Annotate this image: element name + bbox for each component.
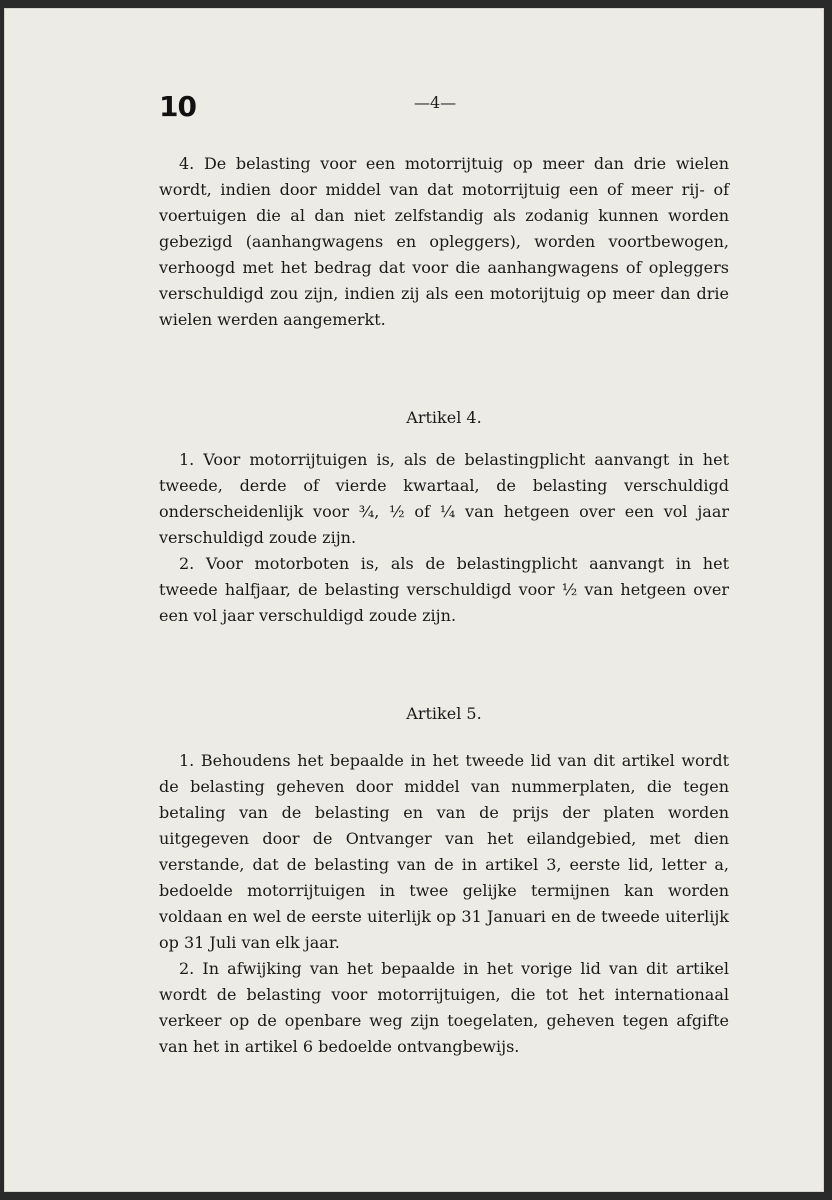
artikel-5-heading: Artikel 5.: [406, 704, 482, 723]
page-marker: 10: [159, 90, 196, 123]
intro-section: [159, 151, 729, 333]
artikel-5-paragraph-2: 2. In afwijking van het bepaalde in het vorige lid van dit artikel wordt de belasting voor motorrijtuigen, die tot het internationaal verkeer op de openbare weg zijn toegelaten, geheven tegen afgifte van het in artikel 6 bedoelde ontvangbewijs.: [159, 959, 729, 1056]
paragraph-4: 4. De belasting voor een motorrijtuig op meer dan drie wielen wordt, indien door middel van dat motorrijtuig een of meer rij- of voertuigen die al dan niet zelfstandig als zodanig kunnen worden gebezigd (aanhangwagens en opleggers), worden voortbewogen, verhoogd met het bedrag dat voor die aanhangwagens of opleggers verschuldigd zou zijn, indien zij als een motorijtuig op meer dan drie wielen werden aangemerkt.: [159, 154, 729, 329]
page-header: [159, 90, 759, 130]
document-page: [4, 8, 824, 1192]
artikel-4-paragraph-1: 1. Voor motorrijtuigen is, als de belastingplicht aanvangt in het tweede, derde of vierde kwartaal, de belasting verschuldigd onderscheidenlijk voor ¾, ½ of ¼ van hetgeen over een vol jaar verschuldigd zoude zijn.: [159, 450, 729, 547]
artikel-5-paragraph-1: 1. Behoudens het bepaalde in het tweede lid van dit artikel wordt de belasting geheven door middel van nummerplaten, die tegen betaling van de belasting en van de prijs der platen worden uitgegeven door de Ontvanger van het eilandgebied, met dien verstande, dat de belasting van de in artikel 3, eerste lid, letter a, bedoelde motorrijtuigen in twee gelijke termijnen kan worden voldaan en wel de eerste uiterlijk op 31 Januari en de tweede uiterlijk op 31 Juli van elk jaar.: [159, 751, 729, 952]
artikel-4-body: [159, 447, 729, 629]
artikel-4-paragraph-2: 2. Voor motorboten is, als de belastingplicht aanvangt in het tweede halfjaar, de belasting verschuldigd voor ½ van hetgeen over een vol jaar verschuldigd zoude zijn.: [159, 554, 729, 625]
artikel-4-heading: Artikel 4.: [406, 408, 482, 427]
page-number: —4—: [414, 93, 457, 112]
artikel-4-heading-block: [159, 405, 729, 431]
artikel-5-heading-block: [159, 701, 729, 727]
artikel-5-body: [159, 748, 729, 1060]
